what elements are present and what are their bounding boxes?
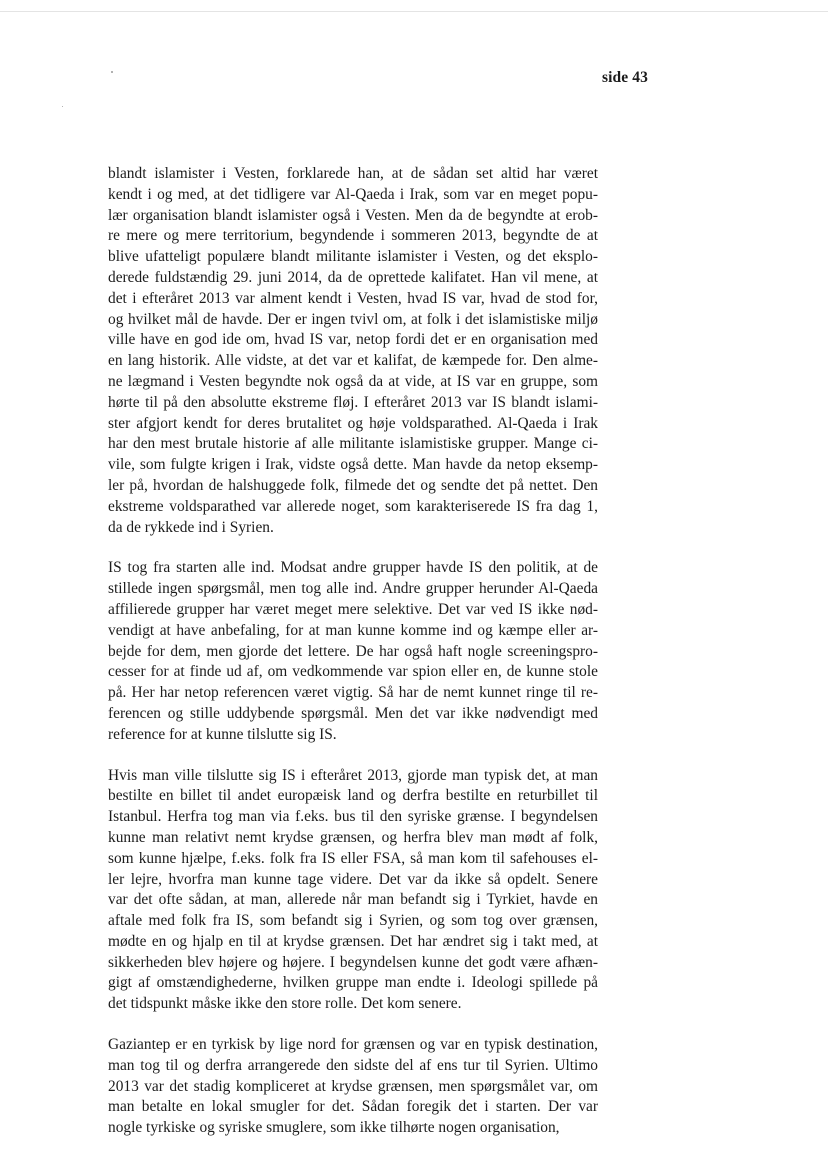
text-line: nogle tyrkiske og syriske smuglere, som ikke tilhørte nogen organisation, — [108, 1119, 560, 1137]
text-line: gigt af omstændighederne, hvilken gruppe man endte i. Ideologi spillede på — [108, 974, 598, 992]
paragraph-2 — [108, 558, 598, 745]
text-line: stillede ingen spørgsmål, men tog alle ind. Andre grupper herunder Al-Qaeda — [108, 580, 598, 598]
text-line: aftale med folk fra IS, som befandt sig i Syrien, og som tog over grænsen, — [108, 912, 598, 930]
text-line: derede fuldstændig 29. juni 2014, da de oprettede kalifatet. Han vil mene, at — [108, 268, 598, 286]
text-line: blive ufatteligt populære blandt militante islamister i Vesten, og det eksplo- — [108, 248, 598, 266]
text-line: man tog til og derfra arrangerede den sidste del af ens tur til Syrien. Ultimo — [108, 1056, 598, 1074]
text-line: cesser for at finde ud af, om vedkommende var spion eller en, de kunne stole — [108, 663, 598, 681]
text-line: Hvis man ville tilslutte sig IS i efteråret 2013, gjorde man typisk det, at man — [108, 766, 598, 784]
text-line: det i efteråret 2013 var alment kendt i Vesten, hvad IS var, hvad de stod for, — [108, 289, 598, 307]
text-line: affilierede grupper har været meget mere selektive. Det var ved IS ikke nød- — [108, 600, 598, 618]
text-line: Gaziantep er en tyrkisk by lige nord for grænsen og var en typisk destination, — [108, 1036, 598, 1054]
text-line: som kunne hjælpe, f.eks. folk fra IS eller FSA, så man kom til safehouses el- — [108, 849, 598, 867]
text-line: ekstreme voldsparathed var allerede noget, som karakteriserede IS fra dag 1, — [108, 497, 598, 515]
text-line: ferencen og stille uddybende spørgsmål. Men det var ikke nødvendigt med — [108, 704, 598, 722]
text-line: det tidspunkt måske ikke den store rolle. Det kom senere. — [108, 995, 462, 1013]
text-line: reference for at kunne tilslutte sig IS. — [108, 725, 337, 743]
text-line: 2013 var det stadig kompliceret at krydse grænsen, men spørgsmålet var, om — [108, 1077, 598, 1095]
text-line: man betalte en lokal smugler for det. Sådan foregik det i starten. Der var — [108, 1098, 598, 1116]
text-line: en lang historik. Alle vidste, at det var et kalifat, de kæmpede for. Den alme- — [108, 352, 598, 370]
text-line: har den mest brutale historie af alle militante islamistiske grupper. Mange ci- — [108, 435, 598, 453]
paragraph-3 — [108, 766, 598, 1016]
text-line: ster afgjort kendt for deres brutalitet og høje voldsparathed. Al-Qaeda i Irak — [108, 414, 598, 432]
text-line: mødte en og hjalp en til at krydse grænsen. Det har ændret sig i takt med, at — [108, 932, 598, 950]
text-line: var det ofte sådan, at man, allerede når man befandt sig i Tyrkiet, havde en — [108, 891, 598, 909]
text-line: og hvilket mål de havde. Der er ingen tvivl om, at folk i det islamistiske miljø — [108, 310, 598, 328]
text-line: bestilte en billet til andet europæisk land og derfra bestilte en returbillet til — [108, 787, 598, 805]
text-line: IS tog fra starten alle ind. Modsat andre grupper havde IS den politik, at de — [108, 559, 598, 577]
text-line: sikkerheden blev højere og højere. I begyndelsen kunne det godt være afhæn- — [108, 953, 598, 971]
scan-speck — [62, 106, 63, 107]
page-top-edge — [0, 11, 828, 12]
text-line: hørte til på den absolutte ekstreme fløj. I efteråret 2013 var IS blandt islami- — [108, 393, 598, 411]
text-line: kunne man relativt nemt krydse grænsen, og herfra blev man mødt af folk, — [108, 828, 598, 846]
text-line: bejde for dem, men gjorde det lettere. De har også haft nogle screeningspro- — [108, 642, 598, 660]
text-line: da de rykkede ind i Syrien. — [108, 518, 274, 536]
text-line: ler på, hvordan de halshuggede folk, filmede det og sendte det på nettet. Den — [108, 476, 598, 494]
paragraph-4 — [108, 1035, 598, 1139]
text-line: på. Her har netop referencen været vigtig. Så har de nemt kunnet ringe til re- — [108, 684, 598, 702]
text-line: blandt islamister i Vesten, forklarede han, at de sådan set altid har været — [108, 165, 598, 182]
text-line: kendt i og med, at det tidligere var Al-Qaeda i Irak, som var en meget popu- — [108, 185, 598, 203]
text-line: vile, som fulgte krigen i Irak, vidste også dette. Man havde da netop eksemp- — [108, 456, 598, 474]
page-number: side 43 — [602, 69, 648, 86]
scan-speck — [111, 71, 113, 73]
text-line: lær organisation blandt islamister også i Vesten. Men da de begyndte at erob- — [108, 206, 598, 224]
text-line: ville have en god ide om, hvad IS var, netop fordi det er en organisation med — [108, 331, 598, 349]
paragraph-1 — [108, 164, 598, 538]
text-line: vendigt at have anbefaling, for at man kunne komme ind og kæmpe eller ar- — [108, 621, 598, 639]
text-line: ler lejre, hvorfra man kunne tage videre. Det var da ikke så opdelt. Senere — [108, 870, 598, 888]
text-line: Istanbul. Herfra tog man via f.eks. bus til den syriske grænse. I begyndelsen — [108, 808, 598, 826]
document-body — [108, 164, 598, 1159]
text-line: ne lægmand i Vesten begyndte nok også da at vide, at IS var en gruppe, som — [108, 372, 598, 390]
text-line: re mere og mere territorium, begyndende i sommeren 2013, begyndte de at — [108, 227, 598, 245]
